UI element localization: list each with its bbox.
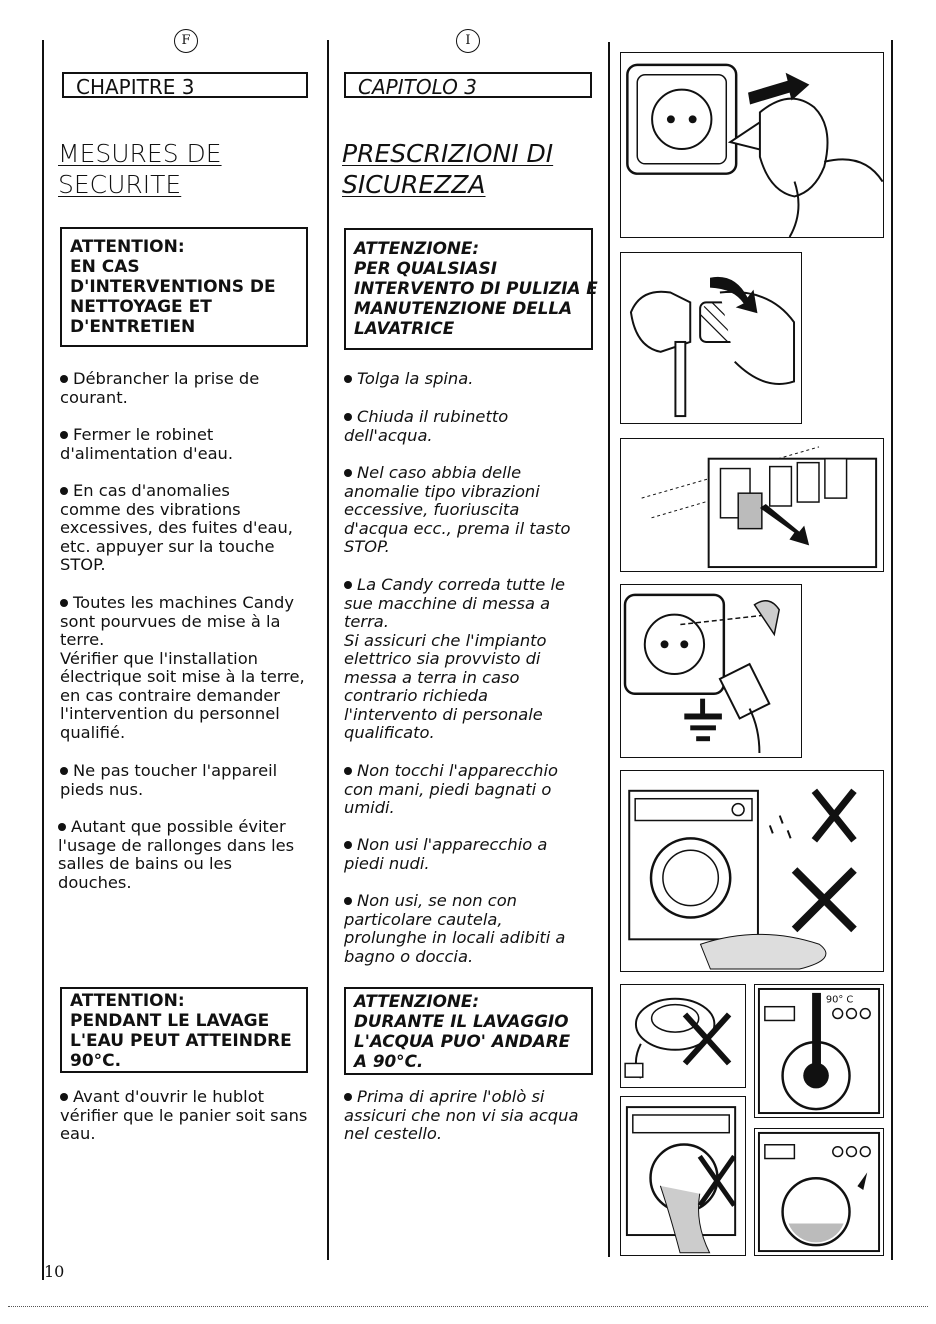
left-margin-rule (42, 40, 44, 1280)
instruction-wet-hands-it: Non tocchi l'apparecchio con mani, piedi bagnati o umidi. (344, 761, 558, 817)
bullet-icon (344, 841, 352, 849)
bullet-icon (344, 1093, 352, 1101)
water-spill-icon (620, 1096, 746, 1256)
bullet-icon (344, 469, 352, 477)
bullet-icon (60, 487, 68, 495)
unplug-icon (620, 52, 884, 238)
water-tap-icon (620, 252, 802, 424)
attention-box-maintenance-it: ATTENZIONE: PER QUALSIASI INTERVENTO DI PULIZIA E MANUTENZIONE DELLA LAVATRICE (344, 228, 593, 350)
earth-ground-icon (620, 584, 802, 758)
language-badge-fr: F (174, 29, 198, 53)
bullet-icon (344, 767, 352, 775)
wet-barefoot-warning-icon (620, 770, 884, 972)
section-title-it: PRESCRIZIONI DI SICUREZZA (342, 139, 554, 199)
bullet-icon (58, 823, 66, 831)
instruction-extensions-it: Non usi, se non con particolare cautela, prolunghe in locali adibiti a bagno o doccia. (344, 891, 566, 966)
instruction-earthing-fr: Toutes les machines Candy sont pourvues de mise à la terre. Vérifier que l'installation électrique soit mise à la terre, en cas contraire demander l'intervention du personnel qualifié. (60, 593, 305, 742)
section-title-fr: MESURES DE SECURITE (58, 139, 222, 199)
bullet-icon (60, 431, 68, 439)
instruction-extensions-fr: Autant que possible éviter l'usage de rallonges dans les salles de bains ou les douches. (58, 817, 295, 892)
attention-box-maintenance-fr: ATTENTION: EN CAS D'INTERVENTIONS DE NETTOYAGE ET D'ENTRETIEN (60, 227, 308, 347)
instruction-earthing-it: La Candy correda tutte le sue macchine di messa a terra. Si assicuri che l'impianto elettrico sia provvisto di messa a terra in caso contrario richieda l'intervento di personale qualificato. (344, 575, 566, 742)
column-divider-rule (327, 40, 329, 1260)
chapter-heading-it: CAPITOLO 3 (344, 72, 592, 98)
attention-box-hot-water-it: ATTENZIONE: DURANTE IL LAVAGGIO L'ACQUA PUO' ANDARE A 90°C. (344, 987, 593, 1075)
chapter-heading-fr: CHAPITRE 3 (62, 72, 308, 98)
page-number: 10 (44, 1262, 65, 1281)
instruction-open-door-it: Prima di aprire l'oblò si assicuri che non vi sia acqua nel cestello. (344, 1087, 579, 1143)
instruction-close-tap-fr: Fermer le robinet d'alimentation d'eau. (60, 425, 234, 463)
thermometer-icon (754, 984, 884, 1118)
instruction-barefoot-it: Non usi l'apparecchio a piedi nudi. (344, 835, 548, 873)
bullet-icon (60, 375, 68, 383)
footer-rule (8, 1306, 928, 1307)
instruction-unplug-it: Tolga la spina. (344, 370, 473, 389)
drum-water-check-icon (754, 1128, 884, 1256)
illustration-column-rule (608, 42, 610, 1257)
bullet-icon (344, 413, 352, 421)
right-margin-rule (891, 40, 893, 1260)
temperature-label: 90° C (825, 994, 854, 1006)
bullet-icon (344, 897, 352, 905)
language-badge-it: I (456, 29, 480, 53)
stop-button-icon (620, 438, 884, 572)
instruction-open-door-fr: Avant d'ouvrir le hublot vérifier que le panier soit sans eau. (60, 1087, 308, 1143)
instruction-barefoot-fr: Ne pas toucher l'appareil pieds nus. (60, 761, 278, 799)
extension-cord-warning-icon (620, 984, 746, 1088)
instruction-unplug-fr: Débrancher la prise de courant. (60, 369, 260, 407)
bullet-icon (60, 599, 68, 607)
attention-box-hot-water-fr: ATTENTION: PENDANT LE LAVAGE L'EAU PEUT ATTEINDRE 90°C. (60, 987, 308, 1073)
bullet-icon (344, 581, 352, 589)
instruction-stop-button-it: Nel caso abbia delle anomalie tipo vibrazioni eccessive, fuoriuscita d'acqua ecc., prema il tasto STOP. (344, 463, 571, 556)
bullet-icon (60, 767, 68, 775)
bullet-icon (344, 375, 352, 383)
instruction-stop-button-fr: En cas d'anomalies comme des vibrations excessives, des fuites d'eau, etc. appuyer sur la touche STOP. (60, 481, 293, 574)
bullet-icon (60, 1093, 68, 1101)
instruction-close-tap-it: Chiuda il rubinetto dell'acqua. (344, 407, 509, 445)
